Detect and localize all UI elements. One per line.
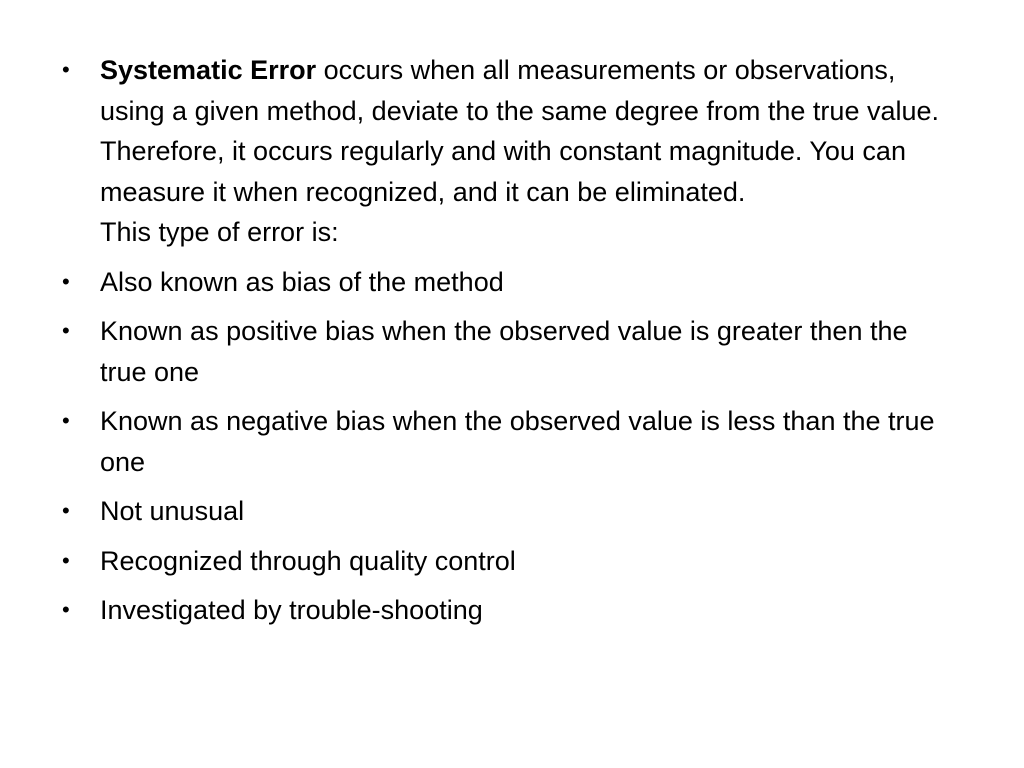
bullet-item <box>62 401 952 482</box>
bullet-item <box>62 590 952 631</box>
bullet-icon: • <box>62 547 70 573</box>
bullet-text: Investigated by trouble-shooting <box>100 595 483 625</box>
bullet-text: Known as positive bias when the observed value is greater then the true one <box>100 316 908 387</box>
followup-text: This type of error is: <box>100 217 339 247</box>
bullet-item-systematic-error <box>62 50 952 253</box>
bullet-text: Also known as bias of the method <box>100 266 504 297</box>
bullet-list <box>62 50 952 631</box>
bullet-item <box>62 311 952 392</box>
bullet-icon: • <box>62 408 70 433</box>
bullet-item <box>62 491 952 532</box>
term-systematic-error: Systematic Error <box>100 55 317 85</box>
bullet-item <box>62 541 952 582</box>
bullet-icon: • <box>62 57 70 82</box>
bullet-item <box>62 262 952 303</box>
bullet-icon: • <box>62 498 70 523</box>
bullet-icon: • <box>62 318 70 343</box>
bullet-text: Recognized through quality control <box>100 545 516 576</box>
definition-text: occurs when all measurements or observations, using a given method, deviate to the same degree from the true value. Therefore, it occurs regularly and with constant magnitude. You can measure it when recognized, and it can be eliminated. <box>100 55 940 207</box>
bullet-text: Known as negative bias when the observed value is less than the true one <box>100 406 935 477</box>
bullet-icon: • <box>62 597 70 622</box>
bullet-text: Not unusual <box>100 496 245 526</box>
bullet-icon: • <box>62 268 70 294</box>
